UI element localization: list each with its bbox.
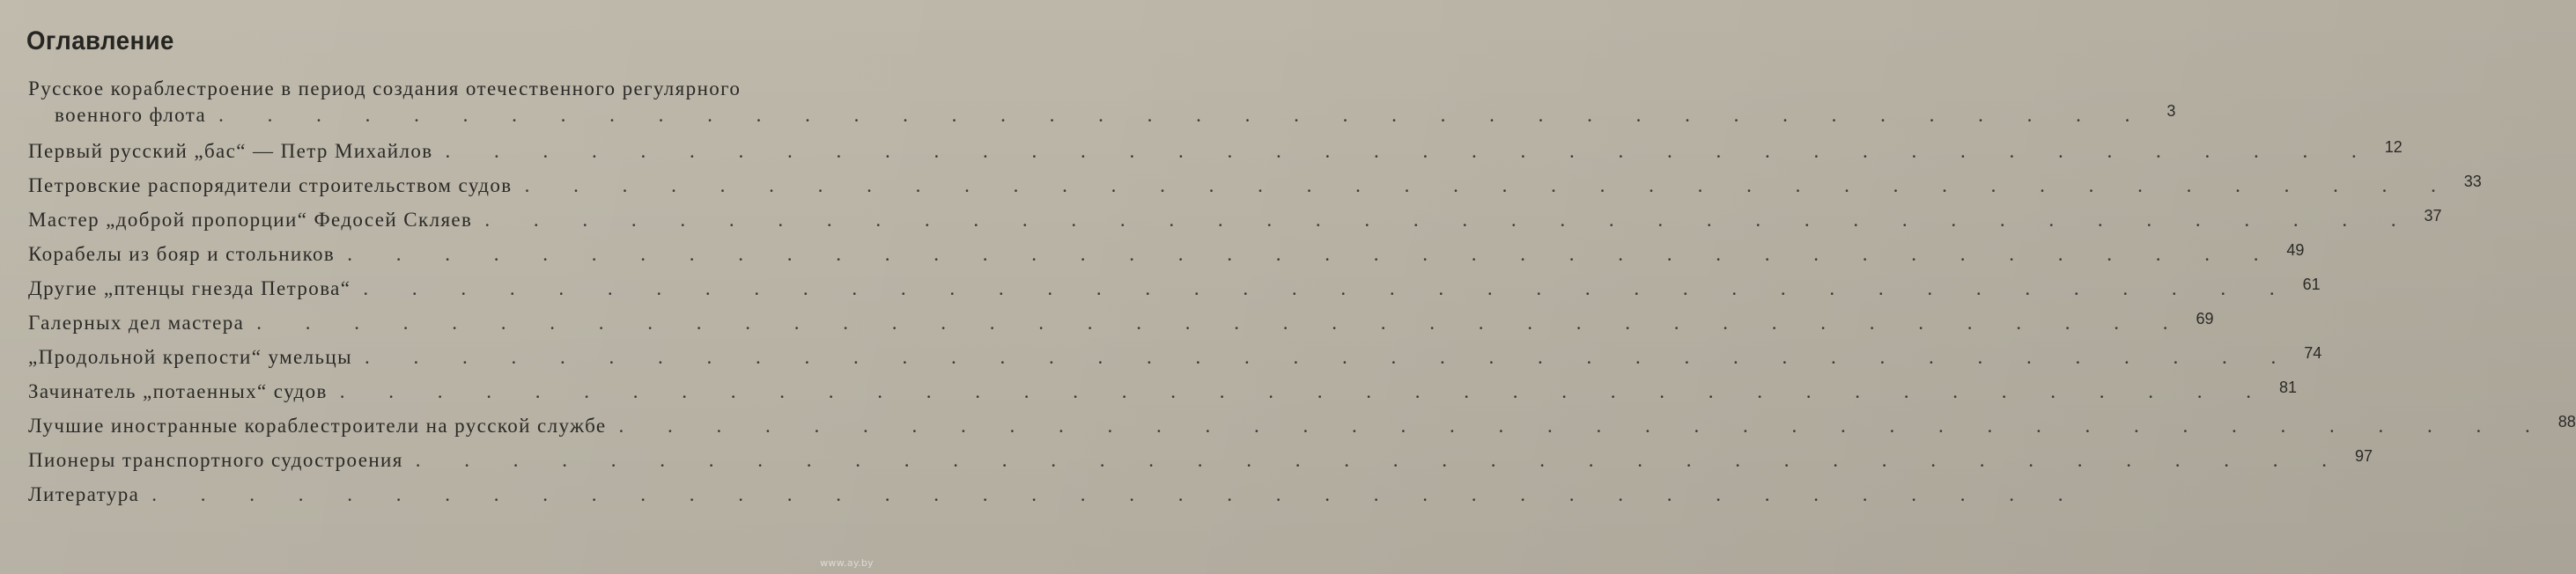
toc-entry [28, 241, 2305, 269]
table-of-contents [28, 76, 2576, 508]
leader-dots: . . . . . . . . . . . . . . . . . . . . . . . . . . . . . . . . . . . . . . . . [363, 277, 2294, 299]
page-number: 3 [2166, 102, 2176, 120]
leader-dots: . . . . . . . . . . . . . . . . . . . . . . . . . . . . . . . . . . . . . . . . [484, 209, 2416, 231]
toc-entry [28, 173, 2482, 200]
toc-entry-title: Литература [28, 483, 140, 505]
leader-dots: . . . . . . . . . . . . . . . . . . . . . . . . . . . . . . . . . . . . . . . . [256, 312, 2188, 334]
toc-entry [28, 413, 2576, 440]
page-number: 69 [2196, 310, 2214, 327]
leader-dots: . . . . . . . . . . . . . . . . . . . . . . . . . . . . . . . . . . . . . . . . [415, 449, 2346, 471]
toc-entry [28, 379, 2298, 406]
toc-entry-title: Мастер „доброй пропорции“ Федосей Скляев [28, 209, 473, 231]
toc-entry [28, 207, 2442, 234]
toc-entry [28, 344, 2322, 372]
toc-entry [28, 138, 2403, 166]
toc-entry-title: Лучшие иностранные кораблестроители на русской службе [28, 415, 607, 437]
leader-dots: . . . . . . . . . . . . . . . . . . . . . . . . . . . . . . . . . . . . . . . . [364, 346, 2296, 368]
toc-entry [28, 276, 2321, 303]
page-title: Оглавление [26, 26, 174, 55]
leader-dots: . . . . . . . . . . . . . . . . . . . . . . . . . . . . . . . . . . . . . . . . [347, 243, 2278, 265]
toc-entry [28, 310, 2214, 337]
watermark: www.ay.by [820, 557, 874, 569]
page-number: 49 [2286, 241, 2305, 259]
leader-dots: . . . . . . . . . . . . . . . . . . . . . . . . . . . . . . . . . . . . . . . . [618, 415, 2550, 437]
page-number: 61 [2302, 276, 2321, 293]
page-number: 33 [2463, 173, 2482, 190]
page-number: 12 [2384, 138, 2403, 156]
toc-entry-title: Корабелы из бояр и стольников [28, 243, 336, 265]
leader-dots: . . . . . . . . . . . . . . . . . . . . . . . . . . . . . . . . . . . . . . . . [339, 380, 2271, 402]
page-number: 97 [2354, 447, 2373, 465]
leader-dots: . . . . . . . . . . . . . . . . . . . . . . . . . . . . . . . . . . . . . . . . [218, 104, 2150, 126]
toc-entry-title: Пионеры транспортного судостроения [28, 449, 403, 471]
toc-entry-title: Первый русский „бас“ — Петр Михайлов [28, 140, 433, 162]
toc-entry-title: военного флота [55, 104, 207, 126]
toc-entry-title: Другие „птенцы гнезда Петрова“ [28, 277, 351, 299]
page-number: 37 [2424, 207, 2442, 224]
page-number: 88 [2558, 413, 2576, 430]
page-number: 74 [2304, 344, 2322, 362]
toc-entry [28, 482, 2083, 508]
page-number: 81 [2279, 379, 2298, 396]
leader-dots: . . . . . . . . . . . . . . . . . . . . . . . . . . . . . . . . . . . . . . . . [445, 140, 2376, 162]
toc-entry-title: Галерных дел мастера [28, 312, 245, 334]
toc-entry [28, 447, 2373, 475]
toc-entry-title: Зачинатель „потаенных“ судов [28, 380, 328, 402]
leader-dots: . . . . . . . . . . . . . . . . . . . . . . . . . . . . . . . . . . . . . . . . [151, 483, 2083, 505]
toc-entry [28, 76, 2176, 129]
leader-dots: . . . . . . . . . . . . . . . . . . . . . . . . . . . . . . . . . . . . . . . . [524, 174, 2455, 196]
toc-entry-title: „Продольной крепости“ умельцы [28, 346, 352, 368]
toc-entry-title: Петровские распорядители строительством судов [28, 174, 513, 196]
toc-entry-title-line1: Русское кораблестроение в период создания отечественного регулярного [28, 77, 742, 99]
